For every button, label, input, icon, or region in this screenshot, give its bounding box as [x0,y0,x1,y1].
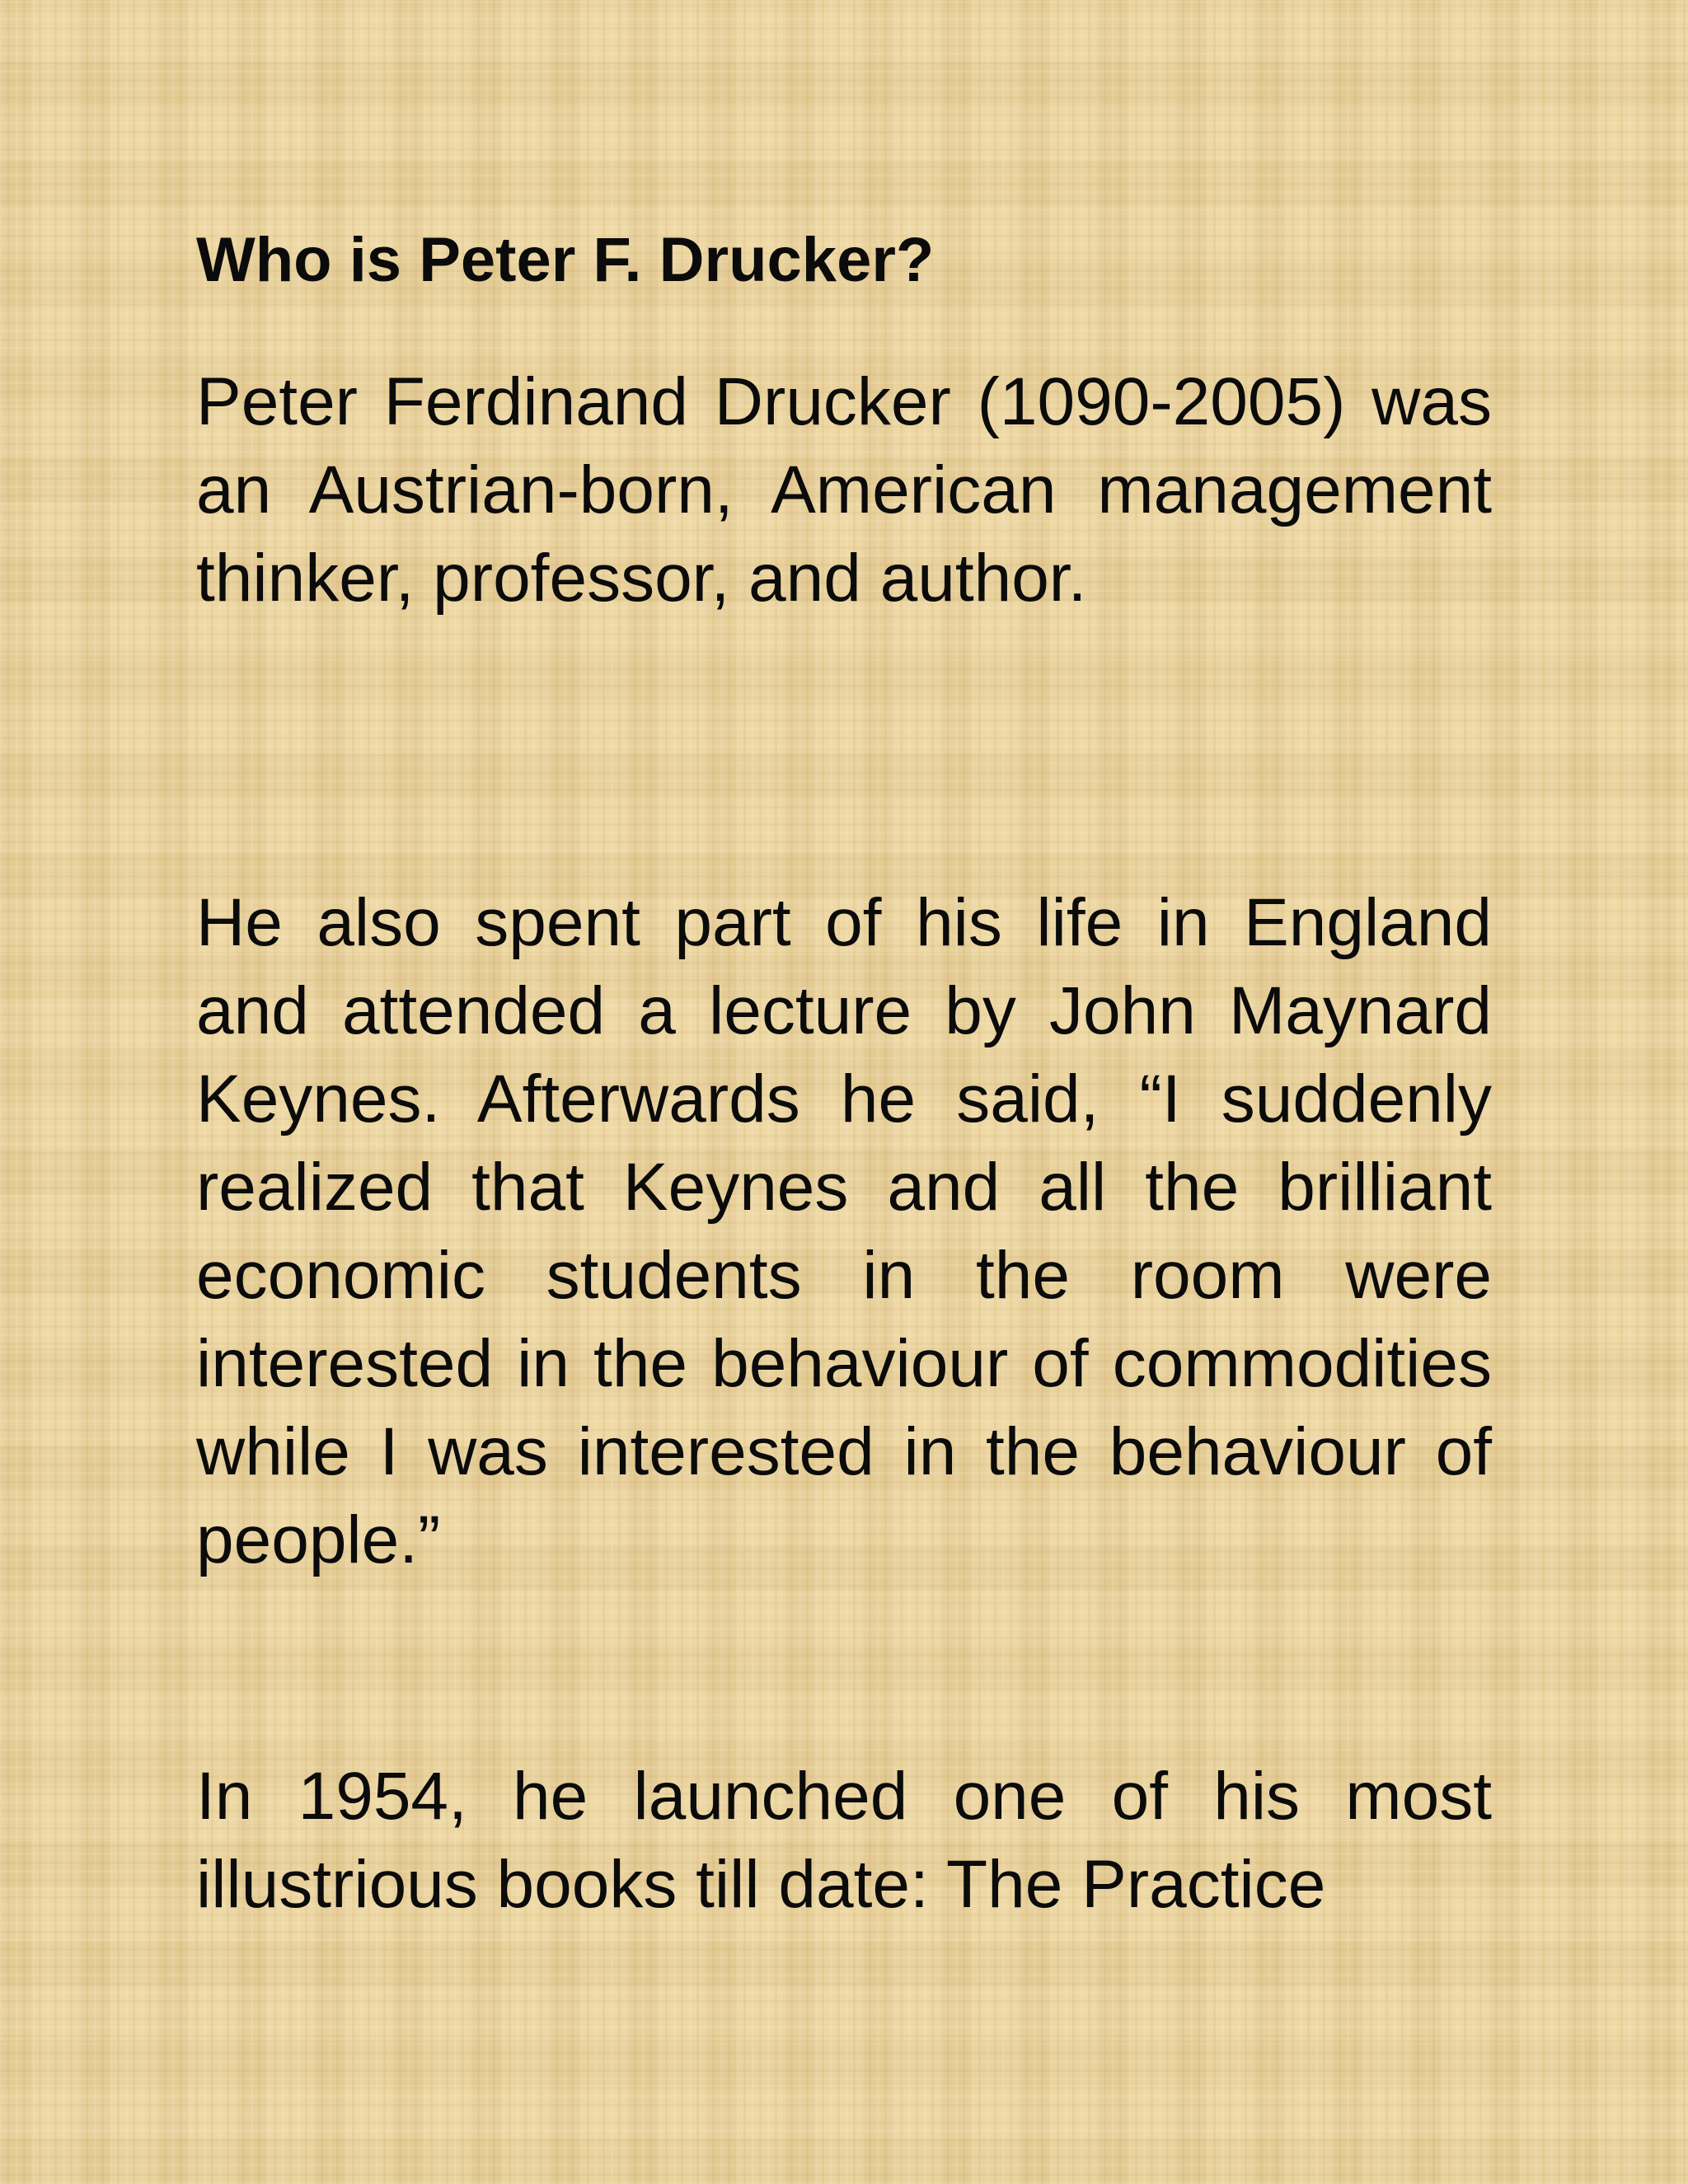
paragraph-keynes-lecture: He also spent part of his life in England and attended a lecture by John Maynard Keynes. Afterwards he said, “I suddenly realized that Keynes and all the brilliant economic students in the room were interested in the behaviour of commodities while I was interested in the behaviour of people.” [196,885,1492,1577]
paragraph-1954-book: In 1954, he launched one of his most illustrious books till date: The Practice [196,1759,1492,1922]
page-title: Who is Peter F. Drucker? [196,225,935,295]
paragraph-intro: Peter Ferdinand Drucker (1090-2005) was an Austrian-born, American management thinker, professor, and author. [196,364,1492,616]
